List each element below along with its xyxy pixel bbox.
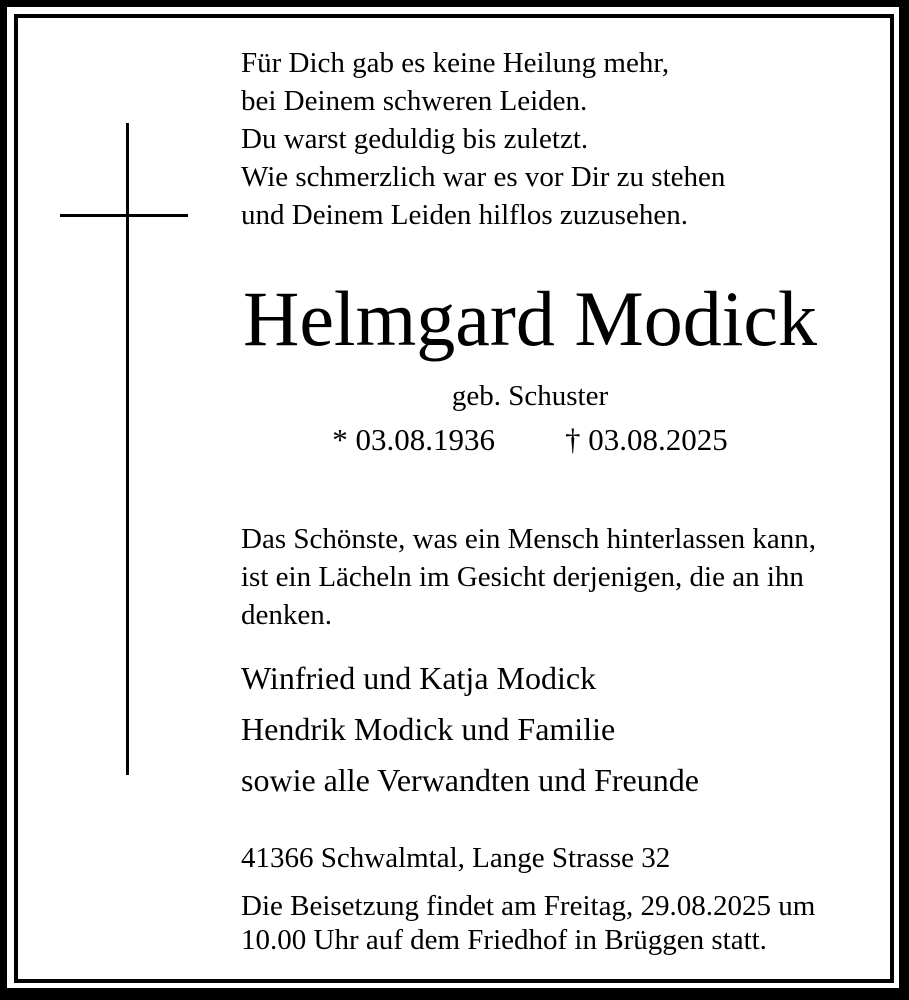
funeral-line: 10.00 Uhr auf dem Friedhof in Brüggen statt. [241,924,767,956]
life-dates [241,421,819,459]
verse-line: Für Dich gab es keine Heilung mehr, [241,47,670,79]
maiden-name: geb. Schuster [451,380,609,412]
mourner-line: Hendrik Modick und Familie [241,711,616,747]
condolence-text [241,520,816,634]
death-date: † 03.08.2025 [565,422,728,457]
condolence-line: Das Schönste, was ein Mensch hinterlassen kann, [241,523,817,555]
verse-line: und Deinem Leiden hilflos zuzusehen. [241,199,688,231]
funeral-line: Die Beisetzung findet am Freitag, 29.08.2025 um [241,890,816,922]
mourner-line: sowie alle Verwandten und Freunde [241,762,699,798]
verse-line: Du warst geduldig bis zuletzt. [241,123,589,155]
verse-line: bei Deinem schweren Leiden. [241,85,588,117]
birth-date: * 03.08.1936 [332,422,495,457]
cross-horizontal-bar [60,214,188,217]
verse-line: Wie schmerzlich war es vor Dir zu stehen [241,161,726,193]
mourner-line: Winfried und Katja Modick [241,660,597,696]
memorial-verse [241,44,725,234]
mourners-list [241,653,699,806]
funeral-info [241,889,815,957]
cross-vertical-bar [126,123,129,775]
condolence-line: ist ein Lächeln im Gesicht derjenigen, die an ihn [241,561,804,593]
address-line: 41366 Schwalmtal, Lange Strasse 32 [241,842,671,874]
notice-content [241,0,889,1000]
deceased-name: Helmgard Modick [242,275,818,362]
condolence-line: denken. [241,599,332,631]
